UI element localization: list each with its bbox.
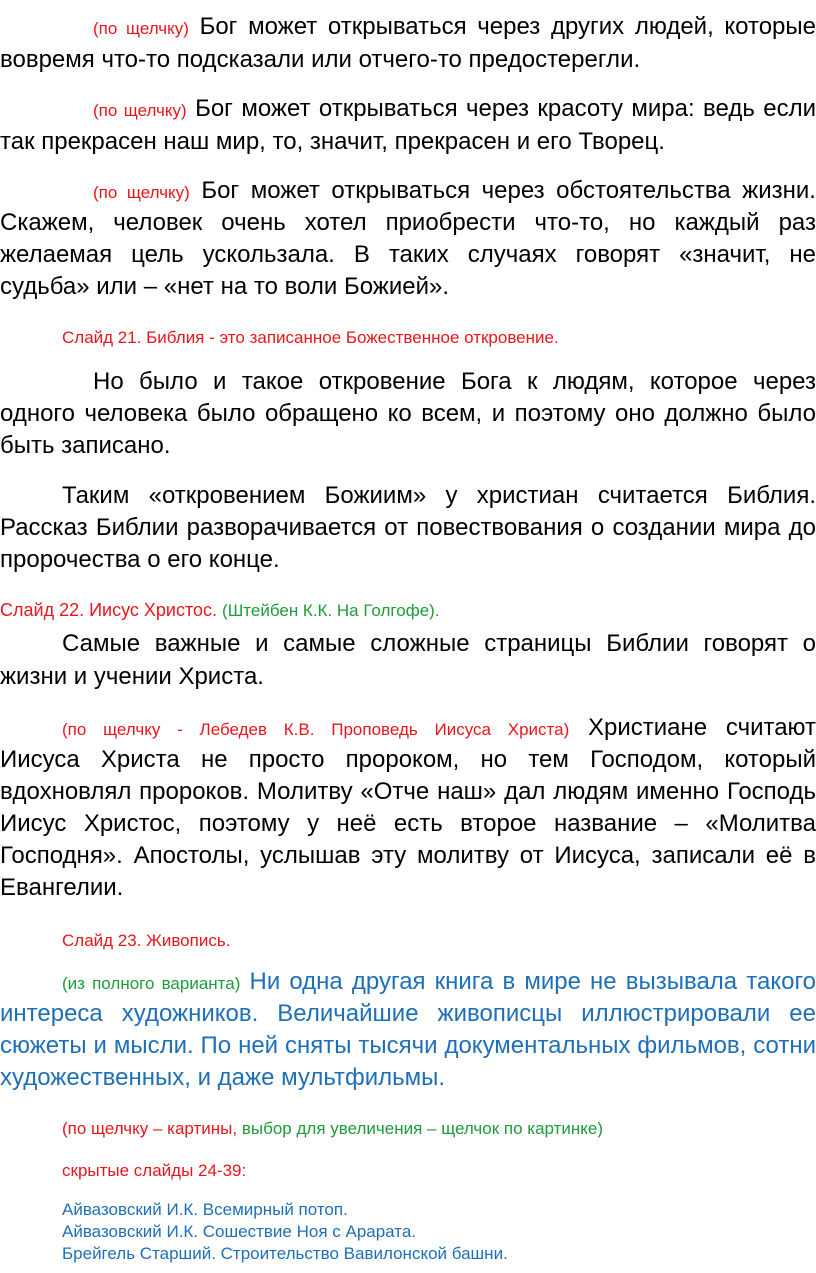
hidden-slides-label: скрытые слайды 24-39: — [62, 1161, 247, 1180]
click-note: (по щелчку) — [93, 19, 189, 38]
p7-line3: вдохновлял пророков. Молитву «Отче наш» дал людям именно Господь — [0, 778, 816, 805]
p7-line5: Господня». Апостолы, услышав эту молитву от Иисуса, записали её в — [0, 842, 816, 869]
slide-21-heading: Слайд 21. Библия - это записанное Божественное откровение. — [62, 328, 559, 347]
p8-line4: художественных, и даже мультфильмы. — [0, 1064, 446, 1091]
painting-item: Айвазовский И.К. Всемирный потоп. — [62, 1200, 348, 1219]
p4-line1: Но было и такое откровение Бога к людям, которое через — [93, 368, 816, 395]
p2-line1: (по щелчку) Бог может открываться через красоту мира: ведь если — [93, 95, 816, 122]
p8-line1: (из полного варианта) Ни одна другая книга в мире не вызывала такого — [62, 968, 816, 995]
p4-line2: одного человека было обращено ко всем, и поэтому оно должно было — [0, 400, 816, 427]
p5-line3: пророчества о его конце. — [0, 546, 280, 573]
p3-line1: (по щелчку) Бог может открываться через обстоятельства жизни. — [93, 177, 816, 204]
painting-item: Айвазовский И.К. Сошествие Ноя с Арарата. — [62, 1222, 417, 1241]
p7-line4: Иисус Христос, поэтому у неё есть второе название – «Молитва — [0, 810, 816, 837]
p6-line1: Самые важные и самые сложные страницы Библии говорят о — [62, 630, 816, 657]
p2-line2: так прекрасен наш мир, то, значит, прекрасен и его Творец. — [0, 128, 665, 155]
slide-23-heading: Слайд 23. Живопись. — [62, 931, 231, 950]
p7-line6: Евангелии. — [0, 874, 124, 901]
p3-line2: Скажем, человек очень хотел приобрести что-то, но каждый раз — [0, 209, 816, 236]
p7-line1: (по щелчку - Лебедев К.В. Проповедь Иисуса Христа) Христиане считают — [62, 714, 816, 741]
p3-line4: судьба» или – «нет на то воли Божией». — [0, 273, 450, 300]
p5-line2: Рассказ Библии разворачивается от повествования о создании мира до — [0, 514, 816, 541]
p5-line1: Таким «откровением Божиим» у христиан считается Библия. — [62, 482, 816, 509]
click-note: (по щелчку) — [93, 101, 187, 120]
p6-line2: жизни и учении Христа. — [0, 663, 264, 690]
p8-line2: интереса художников. Величайшие живописцы иллюстрировали ее — [0, 1000, 816, 1027]
slide-22-heading: Слайд 22. Иисус Христос. (Штейбен К.К. На Голгофе). — [0, 600, 440, 620]
click-note-paintings: (по щелчку – картины, выбор для увеличения – щелчок по картинке) — [62, 1119, 604, 1138]
p1-line1: (по щелчку) Бог может открываться через других людей, которые — [93, 13, 816, 40]
click-note: (по щелчку) — [93, 183, 190, 202]
p7-line2: Иисуса Христа не просто пророком, но тем Господом, который — [0, 746, 816, 773]
click-note: (по щелчку - Лебедев К.В. Проповедь Иисуса Христа) — [62, 720, 570, 739]
p3-line3: желаемая цель ускользала. В таких случаях говорят «значит, не — [0, 241, 816, 268]
source-note: (из полного варианта) — [62, 974, 241, 993]
p1-line2: вовремя что-то подсказали или отчего-то предостерегли. — [0, 46, 641, 73]
p4-line3: быть записано. — [0, 432, 171, 459]
p8-line3: сюжеты и мысли. По ней сняты тысячи документальных фильмов, сотни — [0, 1032, 816, 1059]
painting-item: Брейгель Старший. Строительство Вавилонской башни. — [62, 1244, 508, 1263]
